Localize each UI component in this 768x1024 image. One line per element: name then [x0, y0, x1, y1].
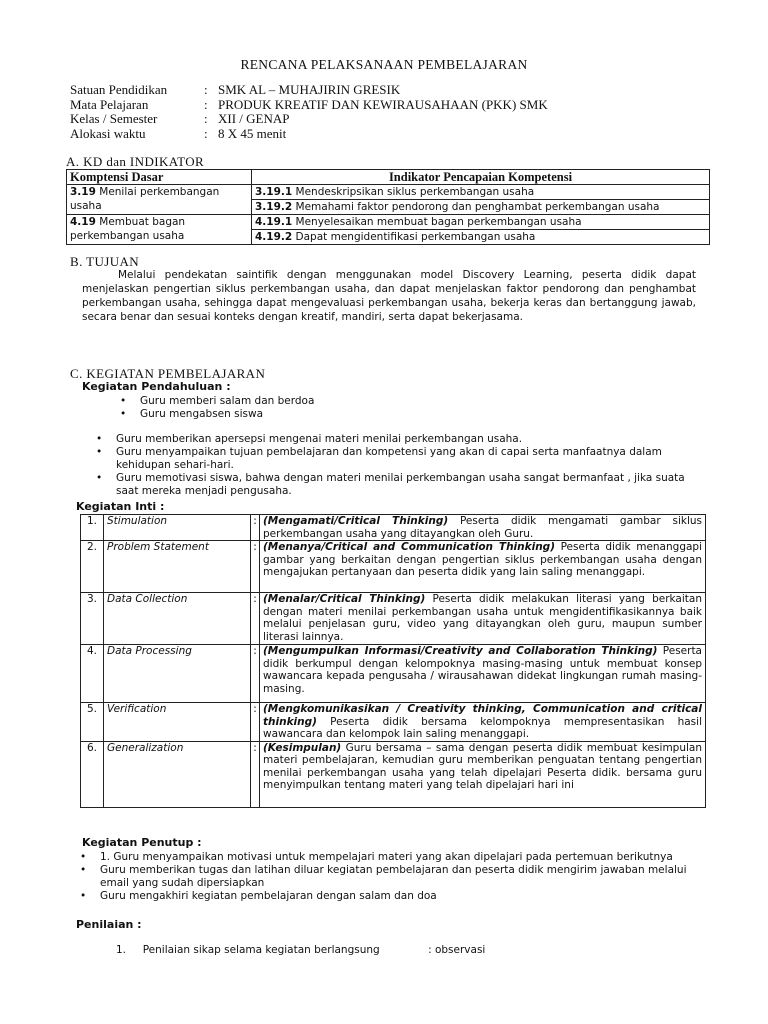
document-title: RENCANA PELAKSANAAN PEMBELAJARAN: [240, 57, 528, 72]
tujuan-paragraph: Melalui pendekatan saintifik dengan menggunakan model Discovery Learning, peserta didik dapat menjelaskan pengertian siklus perkembangan usaha, dan dapat menjelaskan faktor pendorong dan penghambat perkembangan usaha, sehingga dapat mengevaluasi perkembangan usaha, bekerja keras dan bertanggung jawab, secara benar dan sesuai konteks dengan kreatif, mandiri, serta dapat bekerjasama.: [82, 269, 696, 323]
penilaian-label: Penilaian :: [76, 918, 142, 931]
step-name: Data Processing: [104, 645, 251, 703]
identity-block: [70, 83, 548, 141]
identity-value: 8 X 45 menit: [218, 125, 287, 141]
kd-column-header: Komptensi Dasar: [67, 170, 252, 185]
indikator-cell: 3.19.1 Mendeskripsikan siklus perkembangan usaha: [252, 185, 710, 200]
list-item: • 1. Guru menyampaikan motivasi untuk mempelajari materi yang akan dipelajari pada pertemuan berikutnya: [76, 851, 696, 864]
step-name: Data Collection: [104, 593, 251, 645]
penilaian-value: observasi: [434, 944, 486, 956]
identity-label: Satuan Pendidikan: [70, 82, 168, 97]
table-row: 2. Problem Statement : (Menanya/Critical and Communication Thinking) Peserta didik menanggapi gambar yang berkaitan dengan pengertian siklus perkembangan usaha dengan mengajukan pertanyaan dan peserta didik yang lain saling menanggapi.: [81, 541, 706, 593]
step-name: Verification: [104, 703, 251, 742]
indikator-cell: 4.19.2 Dapat mengidentifikasi perkembangan usaha: [252, 230, 710, 245]
step-description: (Kesimpulan) Guru bersama – sama dengan peserta didik membuat kesimpulan materi pembelajaran, kemudian guru memberikan penguatan tentang pengertian menilai perkembangan usaha yang telah dipelajari Peserta didik. bersama guru menyimpulkan tentang materi yang telah dipelajari hari ini: [260, 741, 706, 807]
pendahuluan-list-b: [92, 433, 696, 498]
penutup-list: [76, 851, 696, 903]
identity-label: Kelas / Semester: [70, 111, 158, 126]
list-item: • Guru memberi salam dan berdoa: [116, 395, 696, 408]
pendahuluan-list-a: [116, 395, 696, 421]
step-description: (Menanya/Critical and Communication Thinking) Peserta didik menanggapi gambar yang berkaitan dengan pengertian siklus perkembangan usaha dengan mengajukan pertanyaan dan peserta didik yang lain saling menanggapi.: [260, 541, 706, 593]
list-item: • Guru menyampaikan tujuan pembelajaran dan kompetensi yang akan di capai serta manfaatnya dalam kehidupan sehari-hari.: [92, 446, 696, 472]
step-description: (Mengumpulkan Informasi/Creativity and Collaboration Thinking) Peserta didik berkumpul dengan kelompoknya masing-masing untuk membuat konsep wawancara kepada pengusaha / wirausahawan didekat lingkungan rumah masing-masing.: [260, 645, 706, 703]
list-item: • Guru memberikan tugas dan latihan diluar kegiatan pembelajaran dan peserta didik mengirim jawaban melalui email yang sudah dipersiapkan: [76, 864, 696, 890]
step-name: Generalization: [104, 741, 251, 807]
section-a-heading: A. KD dan INDIKATOR: [66, 154, 205, 169]
identity-label: Alokasi waktu: [70, 125, 146, 141]
step-description: (Mengamati/Critical Thinking) Peserta didik mengamati gambar siklus perkembangan usaha yang ditayangkan oleh Guru.: [260, 515, 706, 541]
identity-value: SMK AL – MUHAJIRIN GRESIK: [218, 82, 401, 97]
table-row: 6. Generalization : (Kesimpulan) Guru bersama – sama dengan peserta didik membuat kesimpulan materi pembelajaran, kemudian guru memberikan penguatan tentang pengertian menilai perkembangan usaha yang telah dipelajari Peserta didik. bersama guru menyimpulkan tentang materi yang telah dipelajari hari ini: [81, 741, 706, 807]
step-name: Stimulation: [104, 515, 251, 541]
pendahuluan-label: Kegiatan Pendahuluan :: [82, 380, 231, 393]
indikator-column-header: Indikator Pencapaian Kompetensi: [252, 170, 710, 185]
kd-cell: 4.19 Membuat bagan perkembangan usaha: [67, 215, 252, 245]
step-description: (Menalar/Critical Thinking) Peserta didik melakukan literasi yang berkaitan dengan materi menilai perkembangan usaha untuk mengidentifikasikannya baik melalui penjelasan guru, video yang ditayangkan oleh guru, maupun sumber literasi lainnya.: [260, 593, 706, 645]
kd-cell: 3.19 Menilai perkembangan usaha: [67, 185, 252, 215]
list-item: • Guru memberikan apersepsi mengenai materi menilai perkembangan usaha.: [92, 433, 696, 446]
identity-row: Satuan Pendidikan : SMK AL – MUHAJIRIN GRESIK: [70, 82, 401, 97]
kegiatan-inti-table: [80, 514, 706, 808]
kd-indikator-table: [66, 169, 710, 245]
step-description: (Mengkomunikasikan / Creativity thinking, Communication and critical thinking) Peserta didik bersama kelompoknya mempresentasikan hasil wawancara dan kelompok lain saling menanggapi.: [260, 703, 706, 742]
table-row: 5. Verification : (Mengkomunikasikan / Creativity thinking, Communication and critical thinking) Peserta didik bersama kelompoknya mempresentasikan hasil wawancara dan kelompok lain saling menanggapi.: [81, 703, 706, 742]
penilaian-text: Penilaian sikap selama kegiatan berlangsung: [142, 944, 380, 956]
penutup-label: Kegiatan Penutup :: [82, 836, 202, 849]
table-row: 4. Data Processing : (Mengumpulkan Informasi/Creativity and Collaboration Thinking) Peserta didik berkumpul dengan kelompoknya masing-masing untuk membuat konsep wawancara kepada pengusaha / wirausahawan didekat lingkungan rumah masing-masing.: [81, 645, 706, 703]
identity-label: Mata Pelajaran: [70, 96, 149, 112]
section-b-heading: B. TUJUAN: [70, 254, 140, 269]
table-row: 3. Data Collection : (Menalar/Critical Thinking) Peserta didik melakukan literasi yang berkaitan dengan materi menilai perkembangan usaha untuk mengidentifikasikannya baik melalui penjelasan guru, video yang ditayangkan oleh guru, maupun sumber literasi lainnya.: [81, 593, 706, 645]
penilaian-item: 1. Penilaian sikap selama kegiatan berlangsung : observasi: [116, 944, 486, 956]
indikator-cell: 4.19.1 Menyelesaikan membuat bagan perkembangan usaha: [252, 215, 710, 230]
inti-label: Kegiatan Inti :: [76, 500, 165, 513]
indikator-cell: 3.19.2 Memahami faktor pendorong dan penghambat perkembangan usaha: [252, 200, 710, 215]
identity-value: PRODUK KREATIF DAN KEWIRAUSAHAAN (PKK) SMK: [218, 96, 548, 112]
list-item: • Guru memotivasi siswa, bahwa dengan materi menilai perkembangan usaha sangat bermanfaat , jika suata saat mereka menjadi pengusaha.: [92, 472, 696, 498]
identity-value: XII / GENAP: [218, 111, 290, 126]
identity-row: Kelas / Semester : XII / GENAP: [70, 111, 290, 126]
identity-row: Alokasi waktu : 8 X 45 menit: [70, 125, 287, 141]
list-item: • Guru mengabsen siswa: [116, 408, 696, 421]
section-c-heading: C. KEGIATAN PEMBELAJARAN: [70, 366, 266, 381]
step-name: Problem Statement: [104, 541, 251, 593]
identity-row: Mata Pelajaran : PRODUK KREATIF DAN KEWIRAUSAHAAN (PKK) SMK: [70, 96, 548, 112]
table-row: 1. Stimulation : (Mengamati/Critical Thinking) Peserta didik mengamati gambar siklus perkembangan usaha yang ditayangkan oleh Guru.: [81, 515, 706, 541]
list-item: • Guru mengakhiri kegiatan pembelajaran dengan salam dan doa: [76, 890, 696, 903]
